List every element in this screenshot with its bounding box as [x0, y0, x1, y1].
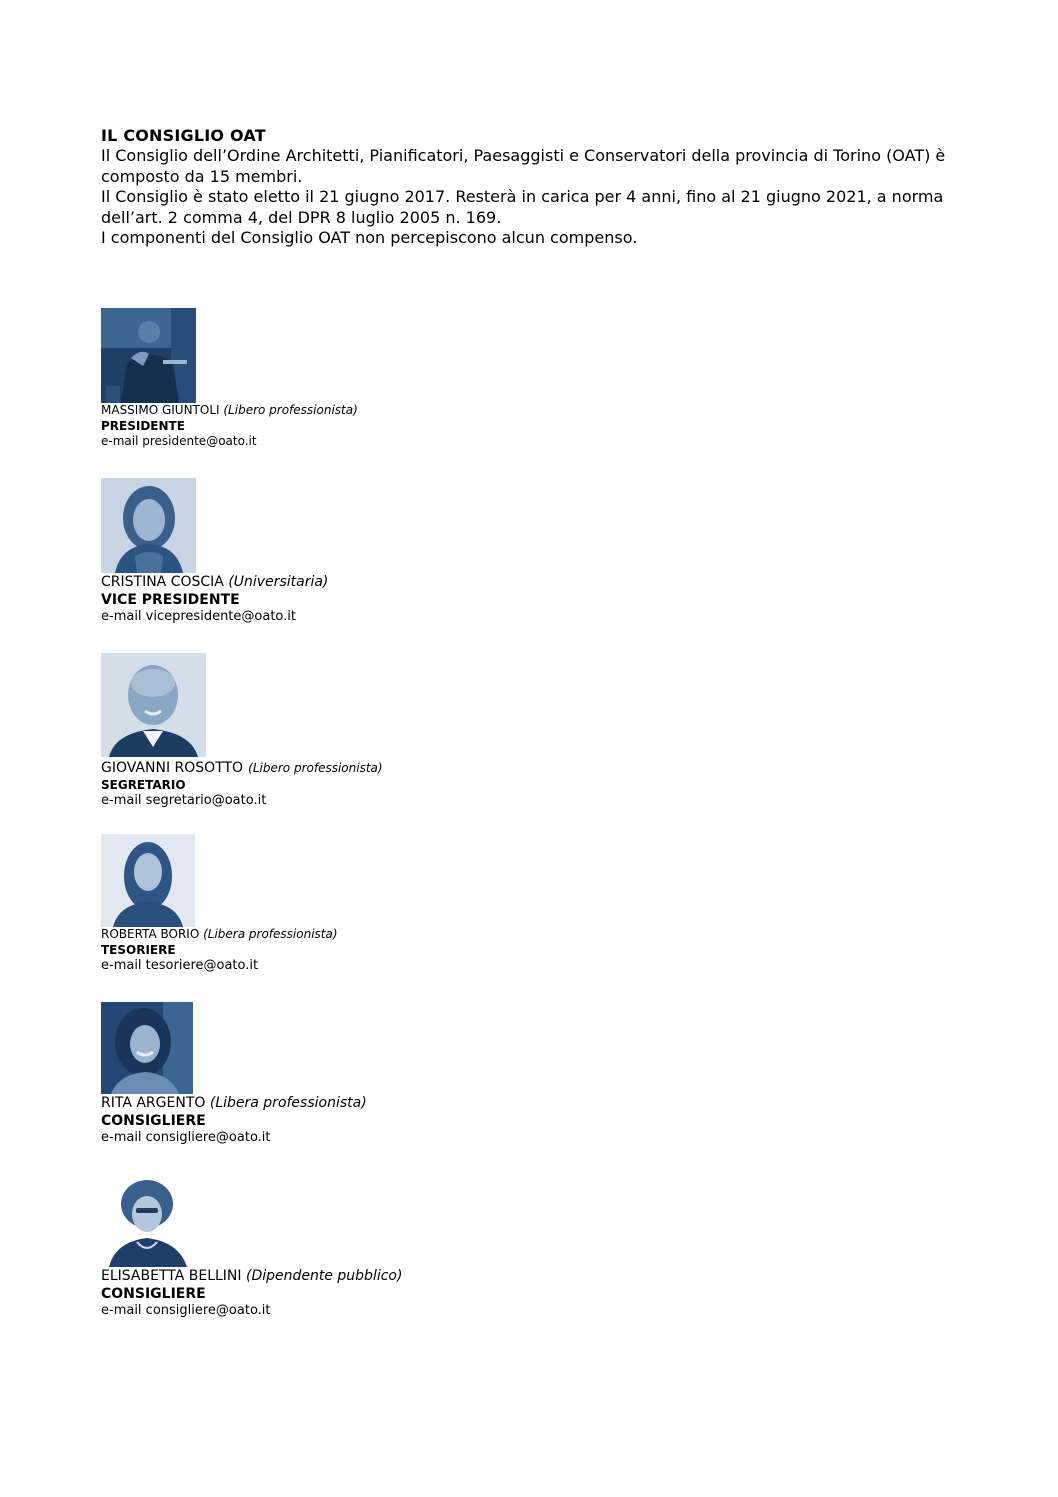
member-affiliation: (Libero professionista)	[248, 761, 383, 775]
member-name: ROBERTA BORIO	[101, 927, 200, 941]
member-photo	[101, 308, 196, 403]
member-photo	[101, 1002, 193, 1094]
member-affiliation: (Dipendente pubblico)	[245, 1268, 403, 1284]
intro-paragraph-1: Il Consiglio dell’Ordine Architetti, Pianificatori, Paesaggisti e Conservatori della provincia di Torino (OAT) è composto da 15 membri.	[101, 146, 946, 186]
member-role: SEGRETARIO	[101, 777, 186, 792]
member-affiliation: (Libera professionista)	[209, 1095, 367, 1111]
member-email: e-mail consigliere@oato.it	[101, 1303, 271, 1319]
member-email: e-mail segretario@oato.it	[101, 793, 267, 809]
member-affiliation: (Libera professionista)	[203, 927, 338, 941]
member-card-bellini	[101, 1174, 402, 1320]
member-role: CONSIGLIERE	[101, 1286, 206, 1303]
member-name: MASSIMO GIUNTOLI	[101, 403, 220, 417]
member-photo	[101, 653, 206, 757]
member-photo	[101, 478, 196, 573]
member-email: e-mail presidente@oato.it	[101, 434, 257, 449]
member-card-rosotto	[101, 653, 383, 810]
member-email: e-mail tesoriere@oato.it	[101, 958, 259, 974]
member-email: e-mail vicepresidente@oato.it	[101, 609, 296, 625]
member-name: RITA ARGENTO	[101, 1095, 206, 1111]
member-photo	[101, 834, 195, 927]
intro-paragraph-3: I componenti del Consiglio OAT non percepiscono alcun compenso.	[101, 228, 638, 247]
member-name: GIOVANNI ROSOTTO	[101, 760, 244, 776]
member-name: ELISABETTA BELLINI	[101, 1268, 242, 1284]
member-name: CRISTINA COSCIA	[101, 574, 224, 590]
member-affiliation: (Universitaria)	[228, 574, 329, 590]
member-card-giuntoli	[101, 308, 358, 450]
intro-paragraph-2: Il Consiglio è stato eletto il 21 giugno 2017. Resterà in carica per 4 anni, fino al 21 giugno 2021, a norma dell’art. 2 comma 4, del DPR 8 luglio 2005 n. 169.	[101, 187, 944, 227]
member-role: VICE PRESIDENTE	[101, 592, 240, 609]
member-affiliation: (Libero professionista)	[223, 403, 358, 417]
member-card-borio	[101, 834, 338, 975]
member-role: TESORIERE	[101, 942, 176, 957]
member-photo	[101, 1174, 195, 1267]
page-title: IL CONSIGLIO OAT	[101, 126, 266, 145]
member-card-coscia	[101, 478, 328, 626]
member-role: PRESIDENTE	[101, 418, 185, 433]
intro-section	[101, 126, 961, 249]
member-card-argento	[101, 1002, 367, 1147]
member-email: e-mail consigliere@oato.it	[101, 1130, 271, 1146]
member-role: CONSIGLIERE	[101, 1113, 206, 1130]
